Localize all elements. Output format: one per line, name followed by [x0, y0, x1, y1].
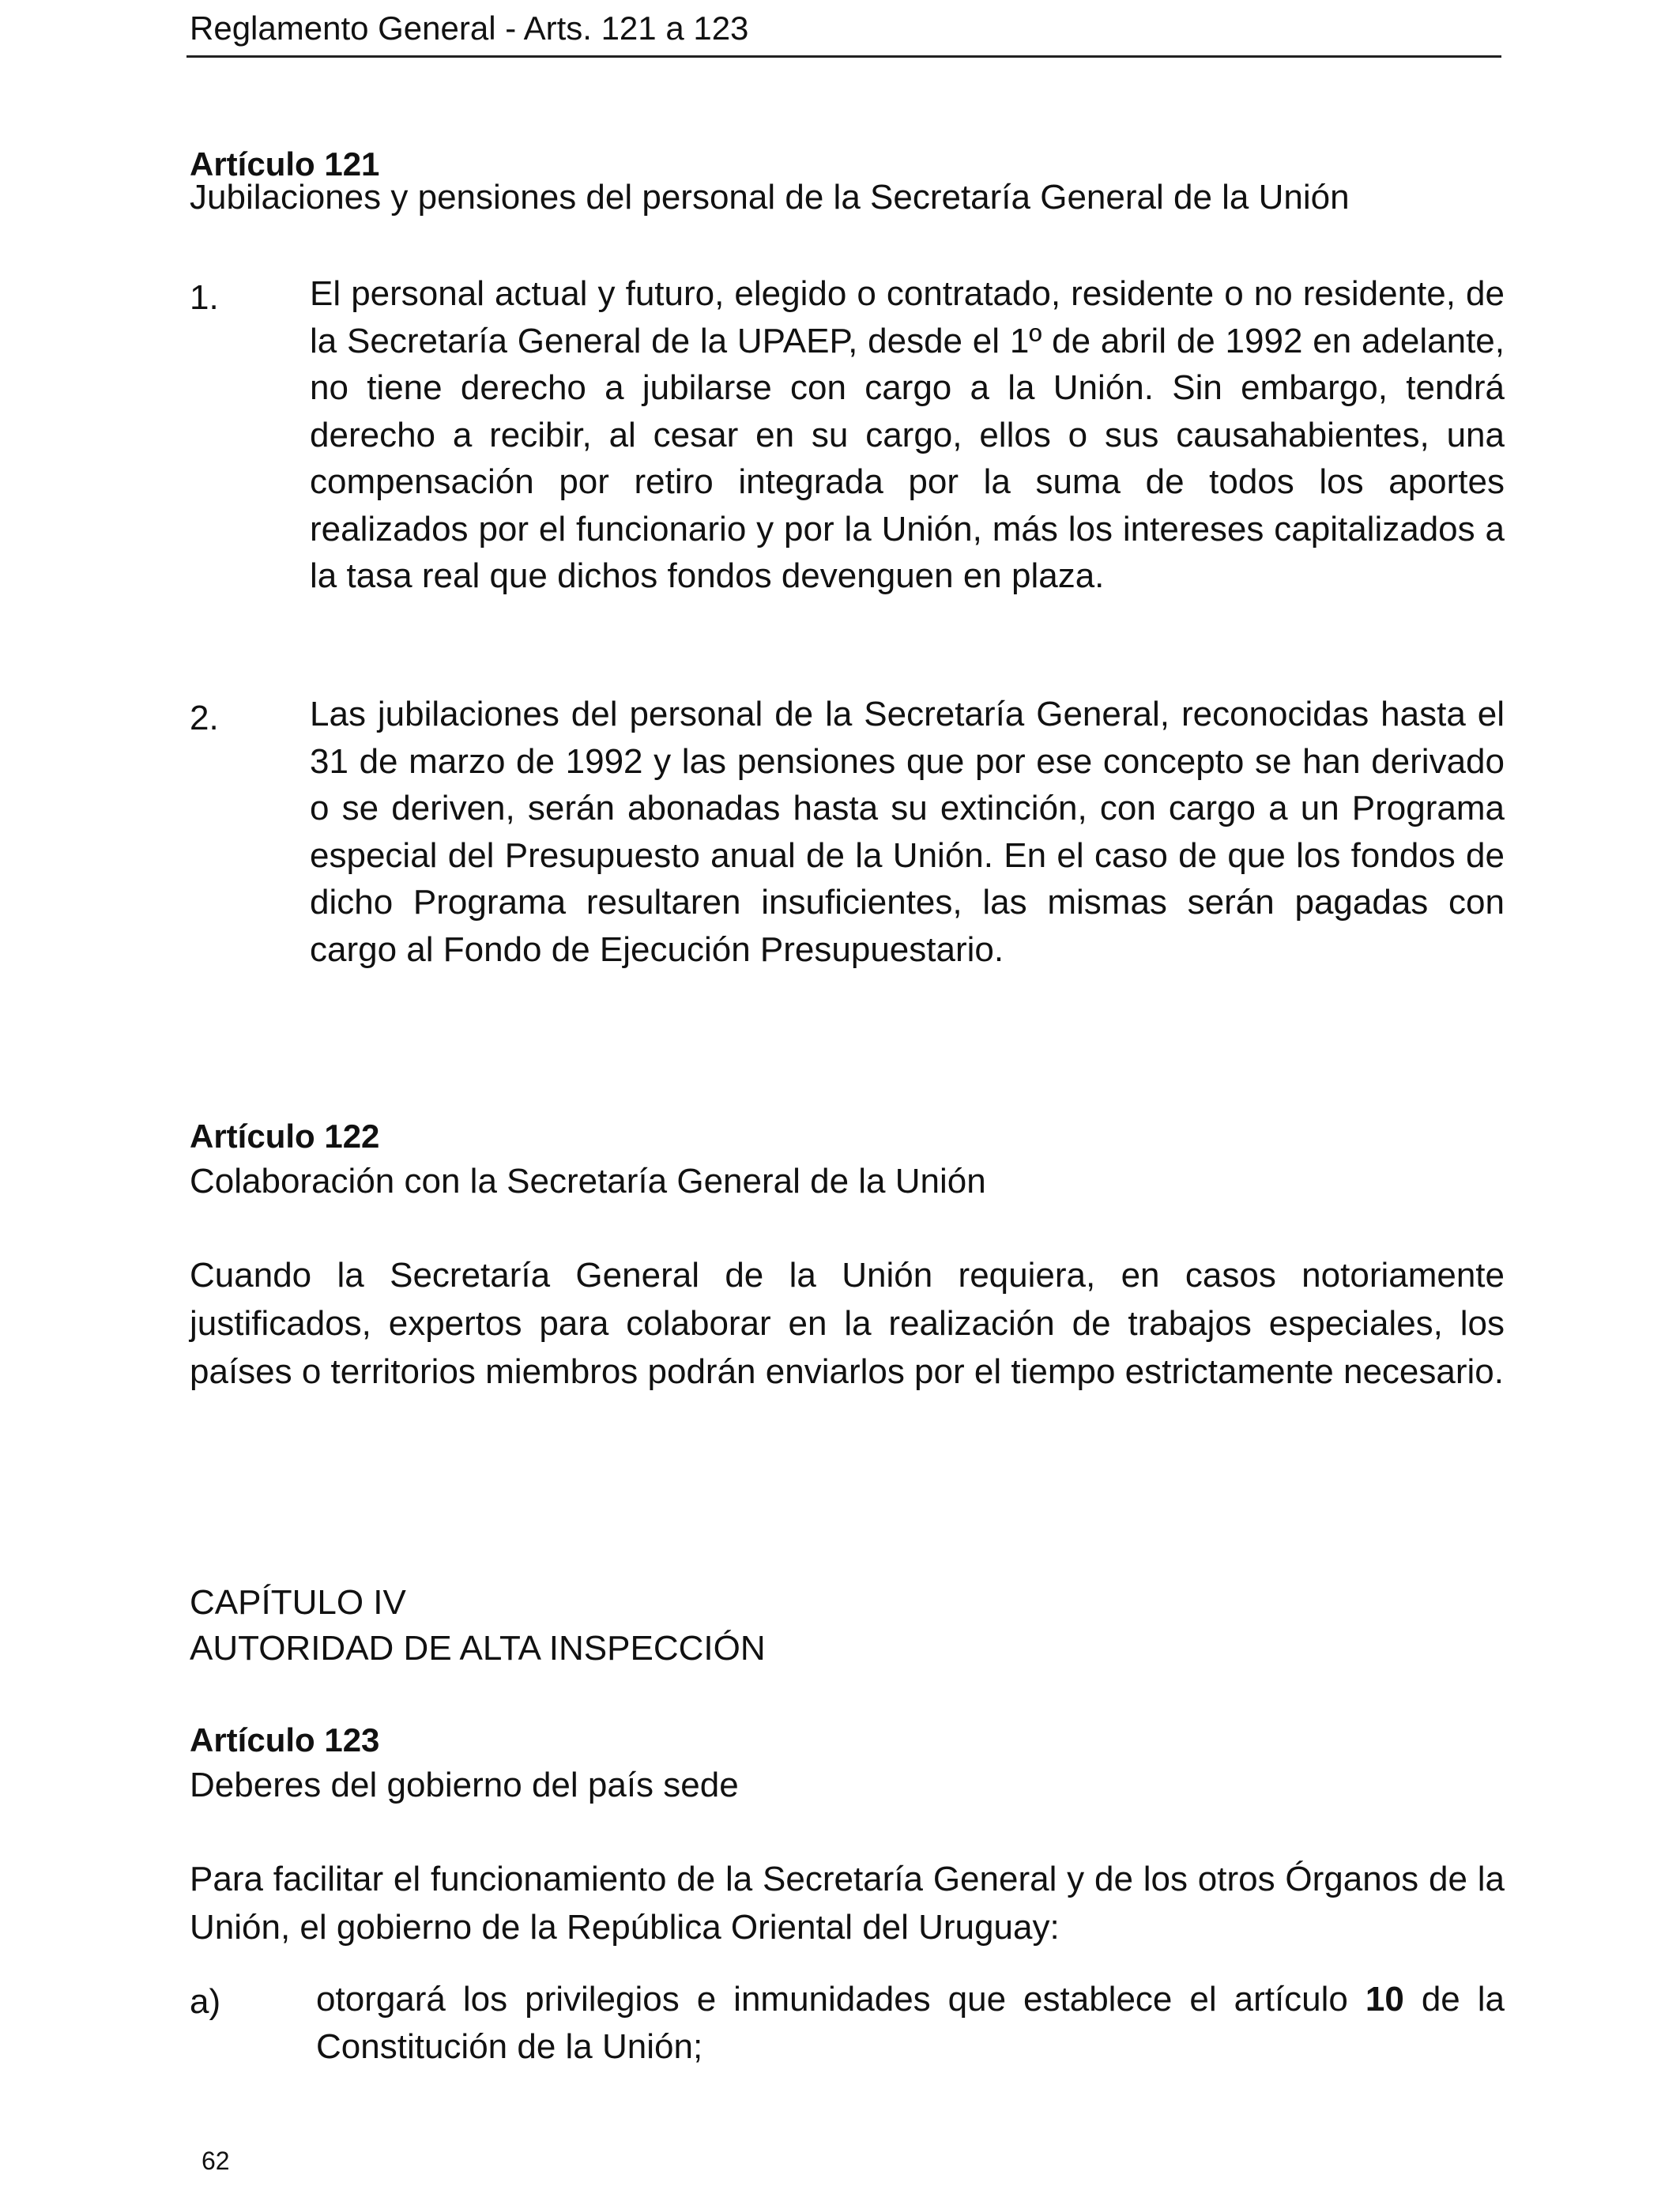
item-a-text-before: otorgará los privilegios e inmunidades que establece el artículo — [316, 1980, 1365, 2019]
article-121-item-2-number: 2. — [190, 699, 219, 737]
page-number: 62 — [202, 2147, 230, 2175]
article-123-intro: Para facilitar el funcionamiento de la Secretaría General y de los otros Órganos de la Unión, el gobierno de la República Oriental del Uruguay: — [190, 1860, 1505, 1947]
chapter-label: CAPÍTULO IV — [190, 1583, 406, 1622]
running-header: Reglamento General - Arts. 121 a 123 — [190, 9, 749, 47]
article-122-body: Cuando la Secretaría General de la Unión requiera, en casos notoriamente justificados, expertos para colaborar en la realización de trabajos especiales, los países o territorios miembros podrán enviarlos por el tiempo estrictamente necesario. — [190, 1256, 1505, 1391]
article-121-item-1-text: El personal actual y futuro, elegido o contratado, residente o no residente, de la Secretaría General de la UPAEP, desde el 1º de abril de 1992 en adelante, no tiene derecho a jubilarse con cargo a la Unión. Sin embargo, tendrá derecho a recibir, al cesar en su cargo, ellos o sus causahabientes, una compensación por retiro integrada por la suma de todos los aportes realizados por el funcionario y por la Unión, más los intereses capitalizados a la tasa real que dichos fondos devenguen en plaza. — [310, 274, 1505, 595]
article-122-subtitle: Colaboración con la Secretaría General de la Unión — [190, 1162, 986, 1201]
article-123-subtitle: Deberes del gobierno del país sede — [190, 1766, 739, 1804]
article-123-heading: Artículo 123 — [190, 1721, 380, 1759]
header-divider — [186, 55, 1501, 58]
article-123-item-a-label: a) — [190, 1982, 221, 2021]
article-121-item-1-number: 1. — [190, 278, 219, 317]
article-121-heading: Artículo 121 — [190, 145, 380, 183]
article-123-item-a-text — [316, 1976, 1505, 2070]
article-122-heading: Artículo 122 — [190, 1118, 380, 1155]
chapter-title: AUTORIDAD DE ALTA INSPECCIÓN — [190, 1629, 766, 1668]
item-a-text-after: de la Constitución de la Unión; — [316, 1980, 1505, 2066]
item-a-article-number: 10 — [1365, 1980, 1404, 2019]
article-121-item-2-text: Las jubilaciones del personal de la Secretaría General, reconocidas hasta el 31 de marzo de 1992 y las pensiones que por ese concepto se han derivado o se deriven, serán abonadas hasta su extinción, con cargo a un Programa especial del Presupuesto anual de la Unión. En el caso de que los fondos de dicho Programa resultaren insuficientes, las mismas serán pagadas con cargo al Fondo de Ejecución Presupuestario. — [310, 695, 1505, 969]
article-121-subtitle: Jubilaciones y pensiones del personal de la Secretaría General de la Unión — [190, 178, 1350, 217]
